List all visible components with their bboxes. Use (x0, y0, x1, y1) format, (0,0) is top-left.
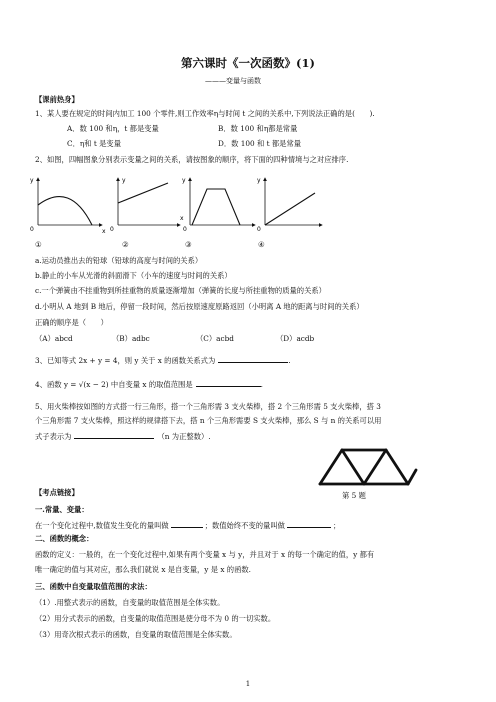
q2-option-a: （A）abcd (35, 334, 73, 343)
order-prompt: 正确的顺序是（ ） (35, 318, 108, 327)
scenario-a: a.运动员推出去的铅球（铅球的高度与时间的关系） (35, 256, 203, 265)
section-2-line-2: 唯一确定的值与其对应，那么我们就说 x 是自变量，y 是 x 的函数. (35, 565, 251, 574)
section-heading-points: 【考点链接】 (35, 488, 79, 497)
graph-4-origin: 0 (257, 226, 261, 233)
q1-option-a: A．数 100 和η，t 都是变量 (67, 124, 159, 133)
question-3-text: 3、已知等式 2x + y = 4，则 y 关于 x 的函数关系式为 . (35, 356, 291, 365)
section-2-line-1: 函数的定义：一般的，在一个变化过程中,如果有两个变量 x 与 y，并且对于 x 的每一个确定的值，y 都有 (35, 550, 375, 559)
section-2-title: 二、函数的概念： (35, 534, 94, 543)
graph-label-3: ③ (185, 240, 192, 249)
q5-answer-blank[interactable] (74, 430, 154, 439)
s1-text-start: 在一个变化过程中,数值发生变化的量叫做 (35, 521, 169, 530)
graph-label-2: ② (122, 240, 129, 249)
graph-2-y-label: y (122, 177, 126, 184)
scenario-d: d.小明从 A 地到 B 地后，停留一段时间，然后按原速度原路返回（小明离 A 地的距离与时间的关系） (35, 302, 364, 311)
graph-2 (110, 177, 180, 233)
s1-blank-variable[interactable] (171, 519, 203, 528)
section-3-item-2: （2）用分式表示的函数，自变量的取值范围是使分母不为 0 的一切实数。 (35, 614, 276, 623)
graph-3-origin: 0 (183, 226, 187, 233)
graph-3 (180, 177, 255, 233)
q2-option-c: （C）acbd (196, 334, 234, 343)
question-2-text: 2、如图，四幅图象分别表示变量之间的关系，请按图象的顺序，将下面的四种情境与之对应排序. (35, 155, 349, 164)
question-5-line-2: 个三角形需 7 支火柴棒，照这样的规律搭下去，搭 n 个三角形需要 S 支火柴棒，那么 S 与 n 的关系可以用 (35, 416, 382, 425)
graph-label-4: ④ (258, 240, 265, 249)
question-4-text: 4、函数 y = √(x − 2) 中自变量 x 的取值范围是 . (35, 380, 263, 389)
function-graphs (30, 173, 330, 235)
graph-1-x-label: x (102, 228, 106, 235)
q2-option-b: （B）adbc (112, 334, 150, 343)
section-heading-warmup: 【课前热身】 (35, 95, 79, 104)
section-1-text (35, 519, 340, 531)
question-5-line-3 (35, 430, 211, 442)
page-subtitle: ———变量与函数 (205, 77, 261, 85)
q1-option-c: C．η和 t 是变量 (67, 139, 122, 148)
graph-label-1: ① (35, 240, 42, 249)
question-3-body: 3、已知等式 2x + y = 4，则 y 关于 x 的函数关系式为 (35, 356, 216, 365)
graph-1-origin: 0 (30, 226, 34, 233)
scenario-b: b.静止的小车从光滑的斜面滑下（小车的速度与时间的关系） (35, 271, 232, 280)
q4-answer-blank[interactable] (196, 378, 261, 387)
q2-option-d: （D）acdb (276, 334, 315, 343)
q5-line-3-start: 式子表示为 (35, 432, 72, 441)
section-1-title: 一.常量、变量： (35, 505, 89, 514)
question-1-text: 1、某人要在规定的时间内加工 100 个零件,则工作效率η与时间 t 之间的关系中,下列说法正确的是( ). (35, 109, 375, 118)
graph-1 (30, 177, 106, 235)
graph-2-origin: 0 (110, 226, 114, 233)
s1-text-mid: ；数值始终不变的量叫做 (204, 521, 285, 530)
s1-text-end: ； (332, 521, 341, 530)
question-5-line-1: 5、用火柴棒按如图的方式搭一行三角形，搭一个三角形需 3 支火柴棒，搭 2 个三角形需 5 支火柴棒，搭 3 (35, 402, 381, 411)
page-title: 第六课时《一次函数》(1) (181, 56, 315, 70)
graph-4 (257, 177, 322, 233)
q1-option-b: B．数 100 和η都是常量 (218, 124, 298, 133)
graph-3-y-label: y (182, 177, 186, 184)
section-3-item-3: （3）用奇次根式表示的函数，自变量的取值范围是全体实数。 (35, 630, 237, 639)
question-4-body: 4、函数 y = √(x − 2) 中自变量 x 的取值范围是 (35, 380, 193, 389)
section-3-title: 三、函数中自变量取值范围的求法： (35, 582, 152, 591)
scenario-c: c.一个弹簧由不挂重物到所挂重物的质量逐渐增加（弹簧的长度与所挂重物的质量的关系） (35, 286, 326, 295)
graph-3-x-label: x (180, 215, 184, 222)
graph-1-y-label: y (30, 177, 34, 184)
s1-blank-constant[interactable] (287, 519, 331, 528)
figure-5-caption: 第 5 题 (342, 491, 366, 500)
graph-4-y-label: y (257, 177, 261, 184)
q1-option-d: D．数 100 和 t 都是常量 (218, 139, 302, 148)
section-3-item-1: （1）.用整式表示的函数，自变量的取值范围是全体实数。 (35, 598, 225, 607)
q3-answer-blank[interactable] (218, 354, 288, 363)
q5-line-3-end: （n 为正整数）. (157, 432, 211, 441)
page-number: 1 (245, 680, 251, 688)
matchstick-triangles (318, 446, 418, 488)
